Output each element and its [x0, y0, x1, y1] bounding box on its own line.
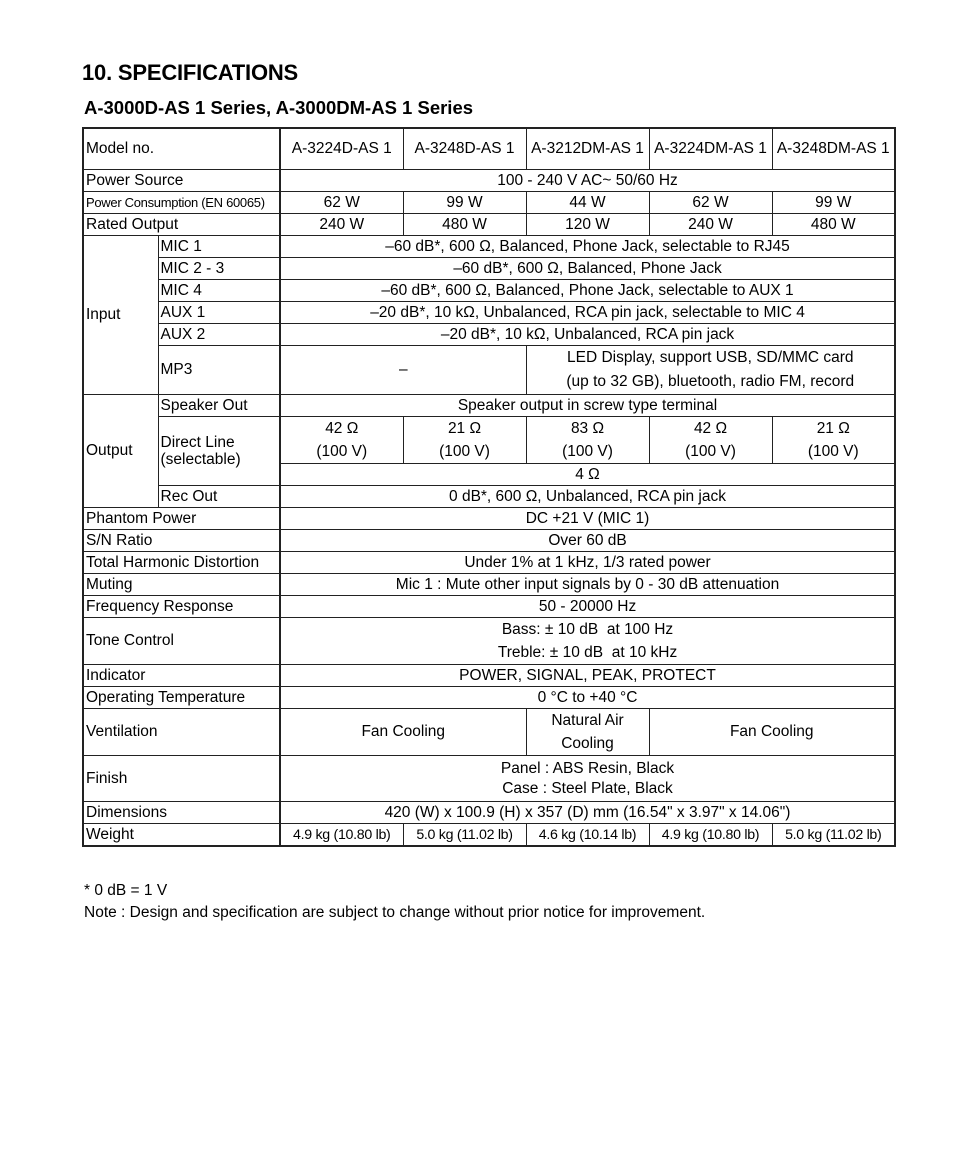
- value-cell: 21 Ω (100 V): [403, 417, 526, 464]
- row-label: Weight: [83, 824, 280, 847]
- power-consumption-row: [83, 192, 895, 214]
- row-value: Mic 1 : Mute other input signals by 0 - 30 dB attenuation: [280, 574, 895, 596]
- row-label: Total Harmonic Distortion: [83, 552, 280, 574]
- row-label: Phantom Power: [83, 508, 280, 530]
- row-value: 420 (W) x 100.9 (H) x 357 (D) mm (16.54" x 3.97" x 14.06"): [280, 802, 895, 824]
- row-value: Over 60 dB: [280, 530, 895, 552]
- row-label: Finish: [83, 756, 280, 802]
- value-cell: 99 W: [772, 192, 895, 214]
- input-mic4-row: [83, 280, 895, 302]
- sub-label: Rec Out: [158, 486, 280, 508]
- value-cell: 42 Ω (100 V): [280, 417, 403, 464]
- row-value: [280, 756, 895, 802]
- row-value: Natural Air Cooling: [526, 709, 649, 756]
- input-aux2-row: [83, 324, 895, 346]
- value-cell: 240 W: [649, 214, 772, 236]
- series-subtitle: A-3000D-AS 1 Series, A-3000DM-AS 1 Series: [84, 97, 474, 118]
- input-group-label: Input: [83, 236, 158, 395]
- finish-case: Case : Steel Plate, Black: [502, 779, 673, 797]
- input-mp3-row: [83, 346, 895, 395]
- model-row: [83, 128, 895, 170]
- value-cell: 62 W: [280, 192, 403, 214]
- input-aux1-row: [83, 302, 895, 324]
- output-speaker-row: [83, 395, 895, 417]
- tone-treble: Treble: ± 10 dB at 10 kHz: [497, 644, 678, 661]
- model-cell: A-3248DM-AS 1: [772, 128, 895, 170]
- sub-label: MP3: [158, 346, 280, 395]
- finish-row: [83, 756, 895, 802]
- row-value: 0 dB*, 600 Ω, Unbalanced, RCA pin jack: [280, 486, 895, 508]
- row-value: –60 dB*, 600 Ω, Balanced, Phone Jack, selectable to RJ45: [280, 236, 895, 258]
- tone-control-row: [83, 618, 895, 665]
- sub-label: MIC 2 - 3: [158, 258, 280, 280]
- db-reference-note: * 0 dB = 1 V: [84, 882, 168, 899]
- sub-label: MIC 1: [158, 236, 280, 258]
- row-label: Rated Output: [83, 214, 280, 236]
- value-cell: 4.9 kg (10.80 lb): [280, 824, 403, 847]
- input-mic23-row: [83, 258, 895, 280]
- row-value: 100 - 240 V AC~ 50/60 Hz: [280, 170, 895, 192]
- row-label: Operating Temperature: [83, 687, 280, 709]
- row-label: Power Source: [83, 170, 280, 192]
- sub-label: Direct Line (selectable): [158, 417, 280, 486]
- mp3-line-2: (up to 32 GB), bluetooth, radio FM, record: [566, 373, 855, 390]
- value-cell: 4.9 kg (10.80 lb): [649, 824, 772, 847]
- frequency-response-row: [83, 596, 895, 618]
- row-label: Power Consumption (EN 60065): [83, 192, 280, 214]
- row-value: –20 dB*, 10 kΩ, Unbalanced, RCA pin jack, selectable to MIC 4: [280, 302, 895, 324]
- value-cell: 480 W: [772, 214, 895, 236]
- output-group-label: Output: [83, 395, 158, 508]
- finish-panel: Panel : ABS Resin, Black: [500, 759, 675, 777]
- output-direct-line-row: [83, 417, 895, 464]
- sub-label: MIC 4: [158, 280, 280, 302]
- input-mic1-row: [83, 236, 895, 258]
- row-value: [280, 618, 895, 665]
- sn-ratio-row: [83, 530, 895, 552]
- model-cell: A-3224D-AS 1: [280, 128, 403, 170]
- value-cell: 5.0 kg (11.02 lb): [403, 824, 526, 847]
- value-cell: 480 W: [403, 214, 526, 236]
- model-cell: A-3212DM-AS 1: [526, 128, 649, 170]
- phantom-power-row: [83, 508, 895, 530]
- row-value: –60 dB*, 600 Ω, Balanced, Phone Jack, selectable to AUX 1: [280, 280, 895, 302]
- model-cell: A-3248D-AS 1: [403, 128, 526, 170]
- sub-label: AUX 2: [158, 324, 280, 346]
- model-cell: A-3224DM-AS 1: [649, 128, 772, 170]
- value-cell: 4.6 kg (10.14 lb): [526, 824, 649, 847]
- value-cell: 44 W: [526, 192, 649, 214]
- rated-output-row: [83, 214, 895, 236]
- row-value: Fan Cooling: [280, 709, 526, 756]
- row-label: Muting: [83, 574, 280, 596]
- value-cell: 240 W: [280, 214, 403, 236]
- dimensions-row: [83, 802, 895, 824]
- row-label: Indicator: [83, 665, 280, 687]
- row-value: Under 1% at 1 kHz, 1/3 rated power: [280, 552, 895, 574]
- ventilation-row: [83, 709, 895, 756]
- muting-row: [83, 574, 895, 596]
- row-value: 0 °C to +40 °C: [280, 687, 895, 709]
- row-value: 50 - 20000 Hz: [280, 596, 895, 618]
- sub-label: AUX 1: [158, 302, 280, 324]
- indicator-row: [83, 665, 895, 687]
- row-label: Dimensions: [83, 802, 280, 824]
- power-source-row: [83, 170, 895, 192]
- weight-row: [83, 824, 895, 847]
- row-value: –20 dB*, 10 kΩ, Unbalanced, RCA pin jack: [280, 324, 895, 346]
- model-label: Model no.: [83, 128, 280, 170]
- row-label: Ventilation: [83, 709, 280, 756]
- thd-row: [83, 552, 895, 574]
- operating-temperature-row: [83, 687, 895, 709]
- value-cell: 21 Ω (100 V): [772, 417, 895, 464]
- row-value: [526, 346, 895, 395]
- value-cell: 83 Ω (100 V): [526, 417, 649, 464]
- row-label: Tone Control: [83, 618, 280, 665]
- value-cell: 99 W: [403, 192, 526, 214]
- mp3-line-1: LED Display, support USB, SD/MMC card: [566, 349, 854, 366]
- value-cell: 42 Ω (100 V): [649, 417, 772, 464]
- value-cell: 5.0 kg (11.02 lb): [772, 824, 895, 847]
- spec-table: [82, 127, 896, 847]
- row-value: Fan Cooling: [649, 709, 895, 756]
- row-value: 4 Ω: [280, 464, 895, 486]
- sub-label: Speaker Out: [158, 395, 280, 417]
- row-value: Speaker output in screw type terminal: [280, 395, 895, 417]
- change-notice: Note : Design and specification are subject to change without prior notice for improvement.: [84, 904, 706, 921]
- value-cell: 62 W: [649, 192, 772, 214]
- value-cell: 120 W: [526, 214, 649, 236]
- page-title: 10. SPECIFICATIONS: [82, 60, 299, 85]
- row-value: –: [280, 346, 526, 395]
- row-label: Frequency Response: [83, 596, 280, 618]
- row-value: –60 dB*, 600 Ω, Balanced, Phone Jack: [280, 258, 895, 280]
- output-rec-row: [83, 486, 895, 508]
- row-value: POWER, SIGNAL, PEAK, PROTECT: [280, 665, 895, 687]
- tone-bass: Bass: ± 10 dB at 100 Hz: [501, 621, 674, 638]
- row-label: S/N Ratio: [83, 530, 280, 552]
- row-value: DC +21 V (MIC 1): [280, 508, 895, 530]
- footnotes: [84, 880, 705, 924]
